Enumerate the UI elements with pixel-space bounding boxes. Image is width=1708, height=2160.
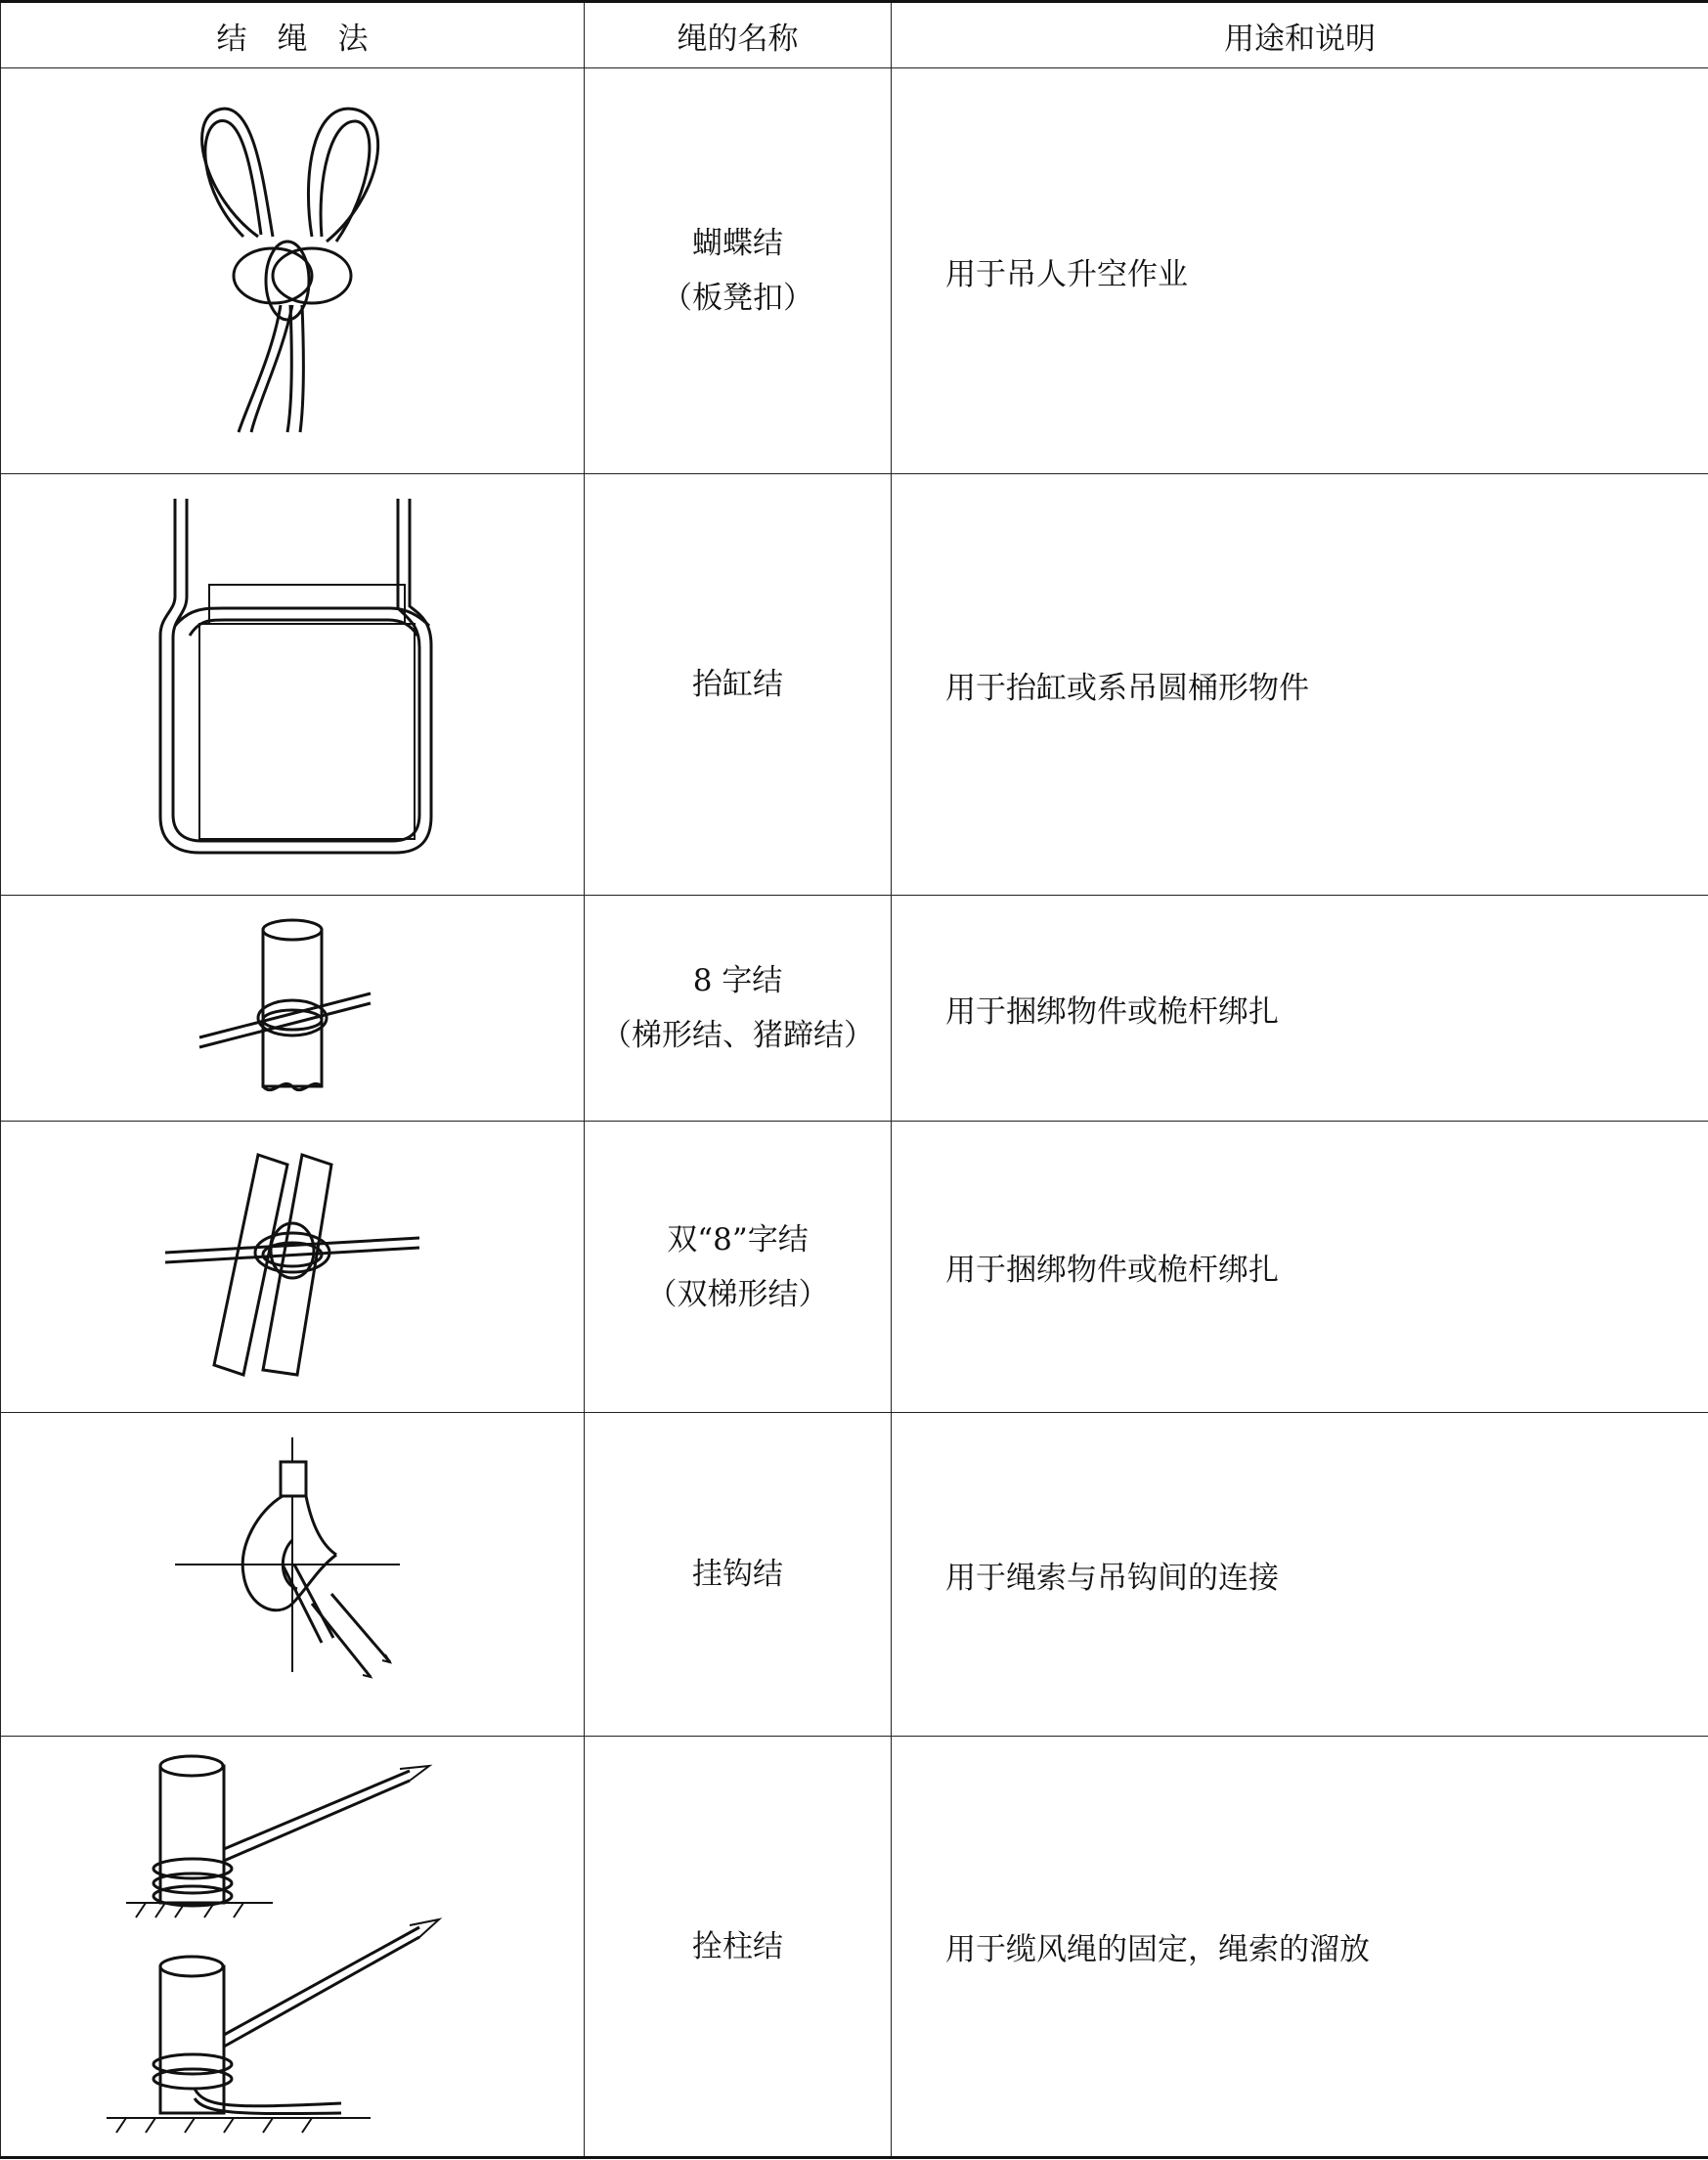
knot-alias: （双梯形结） bbox=[646, 1276, 829, 1312]
header-row bbox=[1, 2, 1708, 68]
usage-cell: 用于抬缸或系吊圆桶形物件 bbox=[892, 474, 1708, 896]
usage-cell: 用于捆绑物件或桅杆绑扎 bbox=[892, 1122, 1708, 1413]
tank-lifting-knot-icon bbox=[146, 499, 439, 870]
usage-cell: 用于缆风绳的固定，绳索的溜放 bbox=[892, 1737, 1708, 2158]
table-row bbox=[1, 1737, 1708, 2158]
double-figure-eight-knot-icon bbox=[165, 1145, 419, 1389]
illustration-cell bbox=[1, 474, 585, 896]
illustration-cell bbox=[1, 1413, 585, 1737]
usage-cell: 用于绳索与吊钩间的连接 bbox=[892, 1413, 1708, 1737]
knot-name: 8 字结 bbox=[692, 963, 783, 998]
knot-name-cell bbox=[585, 1122, 892, 1413]
illustration-cell bbox=[1, 68, 585, 474]
hook-knot-icon bbox=[175, 1437, 410, 1711]
header-method: 结 绳 法 bbox=[1, 2, 585, 68]
table-row bbox=[1, 1413, 1708, 1737]
knot-alias: （梯形结、猪蹄结） bbox=[601, 1018, 874, 1053]
table-row bbox=[1, 1122, 1708, 1413]
table-row bbox=[1, 896, 1708, 1122]
header-name: 绳的名称 bbox=[585, 2, 892, 68]
illustration-cell bbox=[1, 896, 585, 1122]
knot-name-cell bbox=[585, 474, 892, 896]
knot-name: 挂钩结 bbox=[692, 1557, 783, 1592]
knot-name: 蝴蝶结 bbox=[692, 226, 783, 261]
knot-name-cell bbox=[585, 68, 892, 474]
knot-name-cell bbox=[585, 1737, 892, 2158]
illustration-cell bbox=[1, 1737, 585, 2158]
knot-name: 双“8”字结 bbox=[667, 1221, 809, 1257]
knot-name-cell bbox=[585, 1413, 892, 1737]
knot-name: 抬缸结 bbox=[692, 667, 783, 702]
knot-alias: （板凳扣） bbox=[662, 281, 813, 316]
table-row bbox=[1, 474, 1708, 896]
illustration-cell bbox=[1, 1122, 585, 1413]
table-row bbox=[1, 68, 1708, 474]
figure-eight-knot-icon bbox=[195, 910, 390, 1106]
knot-name: 拴柱结 bbox=[692, 1928, 783, 1964]
header-usage: 用途和说明 bbox=[892, 2, 1708, 68]
usage-cell: 用于捆绑物件或桅杆绑扎 bbox=[892, 896, 1708, 1122]
usage-cell: 用于吊人升空作业 bbox=[892, 68, 1708, 474]
knot-name-cell bbox=[585, 896, 892, 1122]
post-hitch-knot-icon bbox=[107, 1751, 478, 2142]
butterfly-knot-icon bbox=[165, 100, 419, 442]
